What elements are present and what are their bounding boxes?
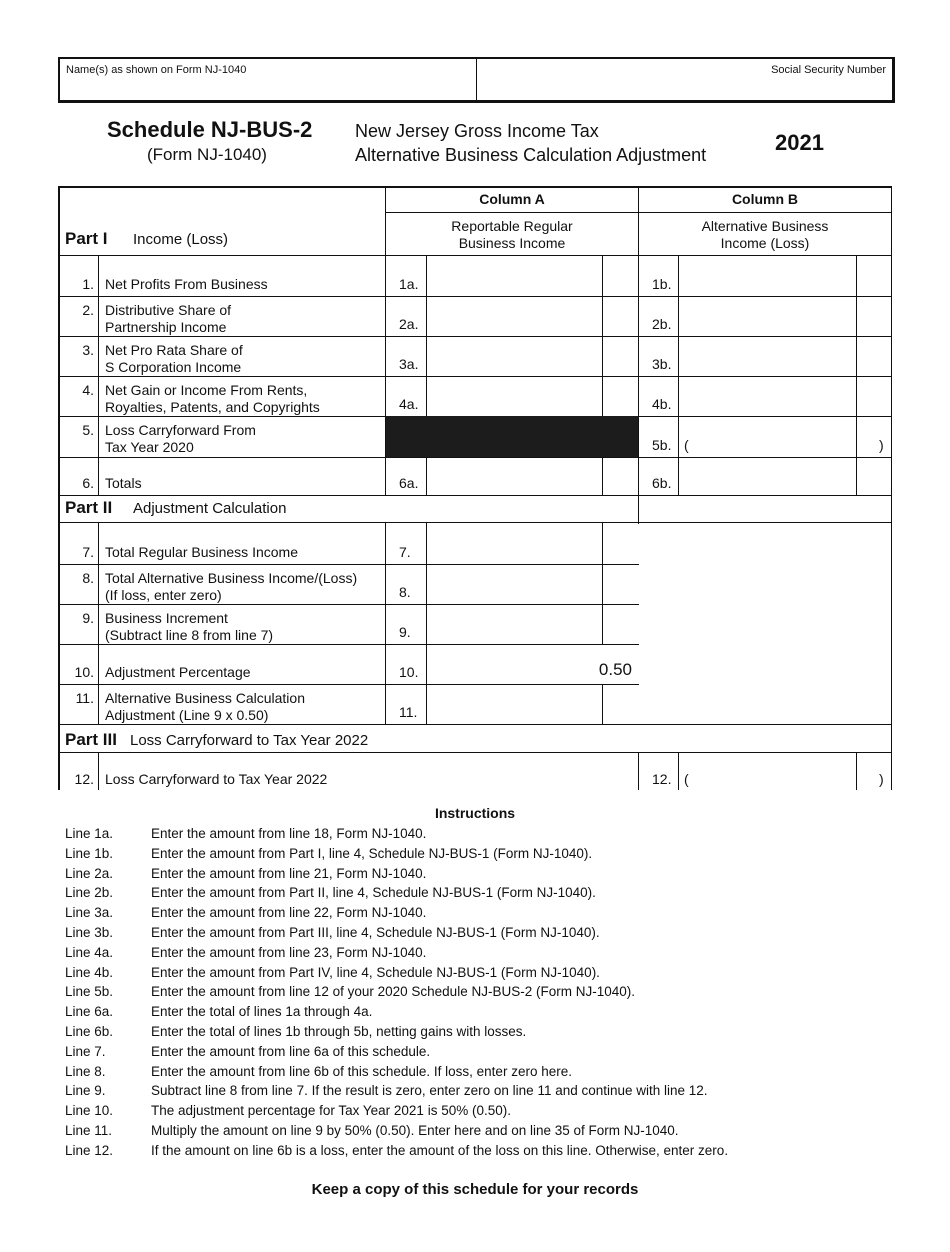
line12-num-divider bbox=[98, 752, 99, 790]
line12-b-input[interactable] bbox=[680, 755, 855, 788]
line6b-label: 6b. bbox=[652, 475, 672, 491]
instruction-line-ref: Line 11. bbox=[65, 1123, 113, 1138]
instruction-text: Enter the total of lines 1a through 4a. bbox=[151, 1004, 373, 1020]
line12-b-left bbox=[638, 752, 639, 790]
a-cents-divider bbox=[602, 296, 603, 336]
num-divider bbox=[98, 255, 99, 296]
desc-right-line bbox=[385, 684, 386, 724]
instruction-line-ref: Line 1a. bbox=[65, 826, 114, 841]
line11-desc-2: Adjustment (Line 9 x 0.50) bbox=[105, 707, 269, 723]
num-divider bbox=[98, 644, 99, 684]
col-title-underline bbox=[385, 212, 891, 213]
line5b-paren-close: ) bbox=[879, 437, 884, 453]
line7-input[interactable] bbox=[428, 525, 600, 562]
a-cents-divider bbox=[602, 684, 603, 724]
column-b-title: Column B bbox=[731, 191, 799, 207]
line4-number: 4. bbox=[82, 382, 94, 398]
instruction-text: Subtract line 8 from line 7. If the result is zero, enter zero on line 11 and continue with line 12. bbox=[151, 1083, 708, 1099]
a-cents-divider bbox=[602, 336, 603, 376]
b-field-left bbox=[678, 255, 679, 296]
line1b-input[interactable] bbox=[680, 258, 855, 294]
line5-number: 5. bbox=[82, 422, 94, 438]
line4a-label: 4a. bbox=[399, 396, 419, 412]
line6a-input[interactable] bbox=[428, 460, 600, 493]
instruction-line-ref: Line 12. bbox=[65, 1142, 114, 1158]
line12-b-label: 12. bbox=[652, 771, 672, 787]
a-field-left bbox=[426, 684, 427, 724]
a-field-left bbox=[426, 604, 427, 644]
line12-paren-close: ) bbox=[879, 771, 884, 787]
schedule-subject: Alternative Business Calculation Adjustment bbox=[355, 145, 707, 165]
instruction-text: Enter the amount from line 18, Form NJ-1040. bbox=[151, 826, 427, 841]
a-field-left bbox=[426, 336, 427, 376]
line9-label: 9. bbox=[399, 624, 411, 640]
a-field-left bbox=[426, 522, 427, 564]
a-field-left bbox=[426, 457, 427, 495]
instruction-text: Enter the amount from line 23, Form NJ-1040. bbox=[151, 944, 427, 960]
row-divider bbox=[58, 457, 892, 458]
b-cents-divider bbox=[856, 457, 857, 495]
instruction-line-ref: Line 1b. bbox=[65, 845, 114, 861]
instruction-text: The adjustment percentage for Tax Year 2021 is 50% (0.50). bbox=[151, 1103, 511, 1119]
num-divider bbox=[98, 457, 99, 495]
num-divider bbox=[98, 376, 99, 416]
line2-desc-2: Partnership Income bbox=[105, 319, 227, 335]
line8-label: 8. bbox=[399, 584, 411, 600]
num-divider bbox=[98, 416, 99, 457]
line5b-input[interactable] bbox=[680, 419, 855, 455]
b-field-left bbox=[678, 336, 679, 376]
line6b-input[interactable] bbox=[680, 460, 855, 493]
b-field-left bbox=[678, 296, 679, 336]
line5-desc-2: Tax Year 2020 bbox=[105, 439, 194, 455]
instruction-text: Enter the amount from line 6b of this schedule. If loss, enter zero here. bbox=[151, 1063, 572, 1079]
line9-number: 9. bbox=[82, 610, 94, 626]
line7-number: 7. bbox=[82, 544, 94, 560]
row-divider bbox=[58, 644, 639, 645]
instruction-line-ref: Line 7. bbox=[65, 1043, 106, 1059]
a-cents-divider bbox=[602, 457, 603, 495]
a-cents-divider bbox=[602, 604, 603, 644]
column-b-sub1: Alternative Business bbox=[701, 218, 829, 234]
instruction-line-ref: Line 2a. bbox=[65, 865, 114, 881]
b-cents-divider bbox=[856, 416, 857, 457]
num-divider bbox=[98, 564, 99, 604]
line8-desc-1: Total Alternative Business Income/(Loss) bbox=[105, 570, 358, 586]
instruction-text: Enter the amount from line 12 of your 2020 Schedule NJ-BUS-2 (Form NJ-1040). bbox=[151, 984, 635, 1000]
line7-label: 7. bbox=[399, 544, 411, 560]
line2b-input[interactable] bbox=[680, 299, 855, 334]
instruction-text: Enter the total of lines 1b through 5b, netting gains with losses. bbox=[151, 1024, 527, 1039]
line2b-label: 2b. bbox=[652, 316, 672, 332]
line7-desc: Total Regular Business Income bbox=[105, 544, 298, 560]
ssn-label: Social Security Number bbox=[771, 64, 886, 76]
part1-label: Part I bbox=[65, 229, 108, 248]
row-divider bbox=[58, 604, 639, 605]
b-cents-divider bbox=[856, 376, 857, 416]
instruction-text: Enter the amount from Part II, line 4, Schedule NJ-BUS-1 (Form NJ-1040). bbox=[151, 885, 596, 901]
desc-right-line bbox=[385, 604, 386, 644]
line6-desc: Totals bbox=[105, 475, 142, 491]
instruction-line-ref: Line 3b. bbox=[65, 925, 114, 940]
line10-desc: Adjustment Percentage bbox=[105, 664, 251, 680]
instruction-line-ref: Line 6a. bbox=[65, 1004, 114, 1020]
line1a-input[interactable] bbox=[428, 258, 600, 294]
line6-number: 6. bbox=[82, 475, 94, 491]
part2-title: Adjustment Calculation bbox=[133, 500, 287, 517]
line8-desc-2: (If loss, enter zero) bbox=[105, 587, 222, 603]
line11-input[interactable] bbox=[428, 687, 600, 722]
row-divider bbox=[58, 684, 639, 685]
line3a-input[interactable] bbox=[428, 339, 600, 374]
line2-desc-1: Distributive Share of bbox=[105, 302, 232, 318]
b-cents-divider bbox=[856, 296, 857, 336]
line10-label: 10. bbox=[399, 664, 419, 680]
num-divider bbox=[98, 604, 99, 644]
adjustment-percentage-value: 0.50 bbox=[598, 660, 632, 679]
line1a-label: 1a. bbox=[399, 276, 419, 292]
line4-desc-2: Royalties, Patents, and Copyrights bbox=[105, 399, 320, 415]
line4b-label: 4b. bbox=[652, 396, 672, 412]
b-cents-divider bbox=[856, 255, 857, 296]
line9-input[interactable] bbox=[428, 607, 600, 642]
part3-top-line bbox=[58, 724, 892, 725]
line4-desc-1: Net Gain or Income From Rents, bbox=[105, 382, 308, 398]
schedule-title: Schedule NJ-BUS-2 bbox=[107, 117, 313, 142]
line2a-label: 2a. bbox=[399, 316, 419, 332]
part1-title: Income (Loss) bbox=[133, 231, 229, 248]
row-divider bbox=[58, 564, 639, 565]
name-label: Name(s) as shown on Form NJ-1040 bbox=[66, 64, 247, 76]
b-cents-divider bbox=[856, 336, 857, 376]
line11-desc-1: Alternative Business Calculation bbox=[105, 690, 305, 706]
instruction-line-ref: Line 10. bbox=[65, 1103, 114, 1119]
line3-desc-1: Net Pro Rata Share of bbox=[105, 342, 243, 358]
instruction-line-ref: Line 8. bbox=[65, 1063, 106, 1079]
b-field-left bbox=[678, 457, 679, 495]
line12-paren-open: ( bbox=[684, 771, 689, 787]
a-cents-divider bbox=[602, 564, 603, 604]
line1-number: 1. bbox=[82, 276, 94, 292]
desc-right-line bbox=[385, 644, 386, 684]
part3-title: Loss Carryforward to Tax Year 2022 bbox=[130, 732, 369, 749]
a-cents-divider bbox=[602, 376, 603, 416]
line12-b-cents bbox=[856, 752, 857, 790]
line4b-input[interactable] bbox=[680, 379, 855, 414]
shaded-block bbox=[386, 416, 638, 457]
num-divider bbox=[98, 684, 99, 724]
instructions-heading: Instructions bbox=[434, 805, 516, 821]
line11-number: 11. bbox=[75, 690, 94, 706]
instruction-text: Enter the amount from line 6a of this schedule. bbox=[151, 1043, 431, 1059]
num-divider bbox=[98, 296, 99, 336]
line5b-paren-open: ( bbox=[684, 437, 689, 453]
column-b-sub2: Income (Loss) bbox=[720, 235, 810, 251]
instruction-line-ref: Line 6b. bbox=[65, 1024, 114, 1039]
line12-b-field-left bbox=[678, 752, 679, 790]
part2-top-line bbox=[58, 495, 892, 496]
a-field-left bbox=[426, 296, 427, 336]
tax-name: New Jersey Gross Income Tax bbox=[355, 121, 599, 141]
row-divider bbox=[58, 376, 892, 377]
column-a-title: Column A bbox=[479, 191, 545, 207]
b-field-left bbox=[678, 416, 679, 457]
line3b-input[interactable] bbox=[680, 339, 855, 374]
row-divider bbox=[58, 336, 892, 337]
line3b-label: 3b. bbox=[652, 356, 672, 372]
line3-desc-2: S Corporation Income bbox=[105, 359, 242, 375]
line9-desc-1: Business Increment bbox=[105, 610, 228, 626]
line2a-input[interactable] bbox=[428, 299, 600, 334]
instruction-text: Enter the amount from Part IV, line 4, Schedule NJ-BUS-1 (Form NJ-1040). bbox=[151, 964, 600, 980]
part3-label: Part III bbox=[65, 730, 117, 749]
instruction-text: Enter the amount from line 22, Form NJ-1040. bbox=[151, 905, 427, 921]
instruction-line-ref: Line 4b. bbox=[65, 964, 114, 980]
row-divider bbox=[58, 296, 892, 297]
num-divider bbox=[98, 522, 99, 564]
a-cents-divider bbox=[602, 522, 603, 564]
line9-desc-2: (Subtract line 8 from line 7) bbox=[105, 627, 274, 643]
line8-number: 8. bbox=[82, 570, 94, 586]
part2-header-bottom bbox=[58, 522, 892, 523]
instruction-text: Multiply the amount on line 9 by 50% (0.50). Enter here and on line 35 of Form NJ-1040. bbox=[151, 1123, 679, 1138]
line5-desc-1: Loss Carryforward From bbox=[105, 422, 256, 438]
instruction-line-ref: Line 3a. bbox=[65, 905, 114, 921]
line12-description: Loss Carryforward to Tax Year 2022 bbox=[105, 771, 328, 787]
a-cents-divider bbox=[602, 255, 603, 296]
tax-year: 2021 bbox=[775, 130, 824, 155]
line2-number: 2. bbox=[82, 302, 94, 318]
line3-number: 3. bbox=[82, 342, 94, 358]
instruction-text: If the amount on line 6b is a loss, enter the amount of the loss on this line. Otherwise, enter zero. bbox=[151, 1142, 729, 1158]
header-bottom-line bbox=[58, 255, 892, 256]
instruction-line-ref: Line 9. bbox=[65, 1083, 106, 1099]
part2-label: Part II bbox=[65, 498, 113, 517]
a-field-left bbox=[426, 564, 427, 604]
line6a-label: 6a. bbox=[399, 475, 419, 491]
line1-desc: Net Profits From Business bbox=[105, 276, 268, 292]
instruction-text: Enter the amount from Part I, line 4, Schedule NJ-BUS-1 (Form NJ-1040). bbox=[151, 845, 593, 861]
column-a-sub1: Reportable Regular bbox=[451, 218, 573, 234]
a-field-left bbox=[426, 376, 427, 416]
form-reference: (Form NJ-1040) bbox=[147, 145, 267, 164]
line3a-label: 3a. bbox=[399, 356, 419, 372]
a-field-left bbox=[426, 644, 427, 684]
records-reminder: Keep a copy of this schedule for your records bbox=[311, 1181, 639, 1198]
instruction-text: Enter the amount from line 21, Form NJ-1040. bbox=[151, 865, 427, 881]
line5b-label: 5b. bbox=[652, 437, 672, 453]
instruction-text: Enter the amount from Part III, line 4, Schedule NJ-BUS-1 (Form NJ-1040). bbox=[151, 925, 600, 940]
line8-input[interactable] bbox=[428, 567, 600, 602]
instruction-line-ref: Line 2b. bbox=[65, 885, 114, 901]
desc-right-line bbox=[385, 564, 386, 604]
column-a-sub2: Business Income bbox=[458, 235, 566, 251]
desc-right-line bbox=[385, 522, 386, 564]
b-field-left bbox=[678, 376, 679, 416]
part3-header-bottom bbox=[58, 752, 892, 753]
line10-number: 10. bbox=[74, 664, 94, 680]
num-divider bbox=[98, 336, 99, 376]
table-top-border bbox=[58, 186, 892, 188]
instruction-line-ref: Line 5b. bbox=[65, 984, 114, 1000]
instruction-line-ref: Line 4a. bbox=[65, 944, 114, 960]
table-right-border bbox=[891, 186, 893, 790]
a-field-left bbox=[426, 255, 427, 296]
line12-number: 12. bbox=[74, 771, 94, 787]
line11-label: 11. bbox=[399, 704, 418, 720]
line4a-input[interactable] bbox=[428, 379, 600, 414]
line1b-label: 1b. bbox=[652, 276, 672, 292]
